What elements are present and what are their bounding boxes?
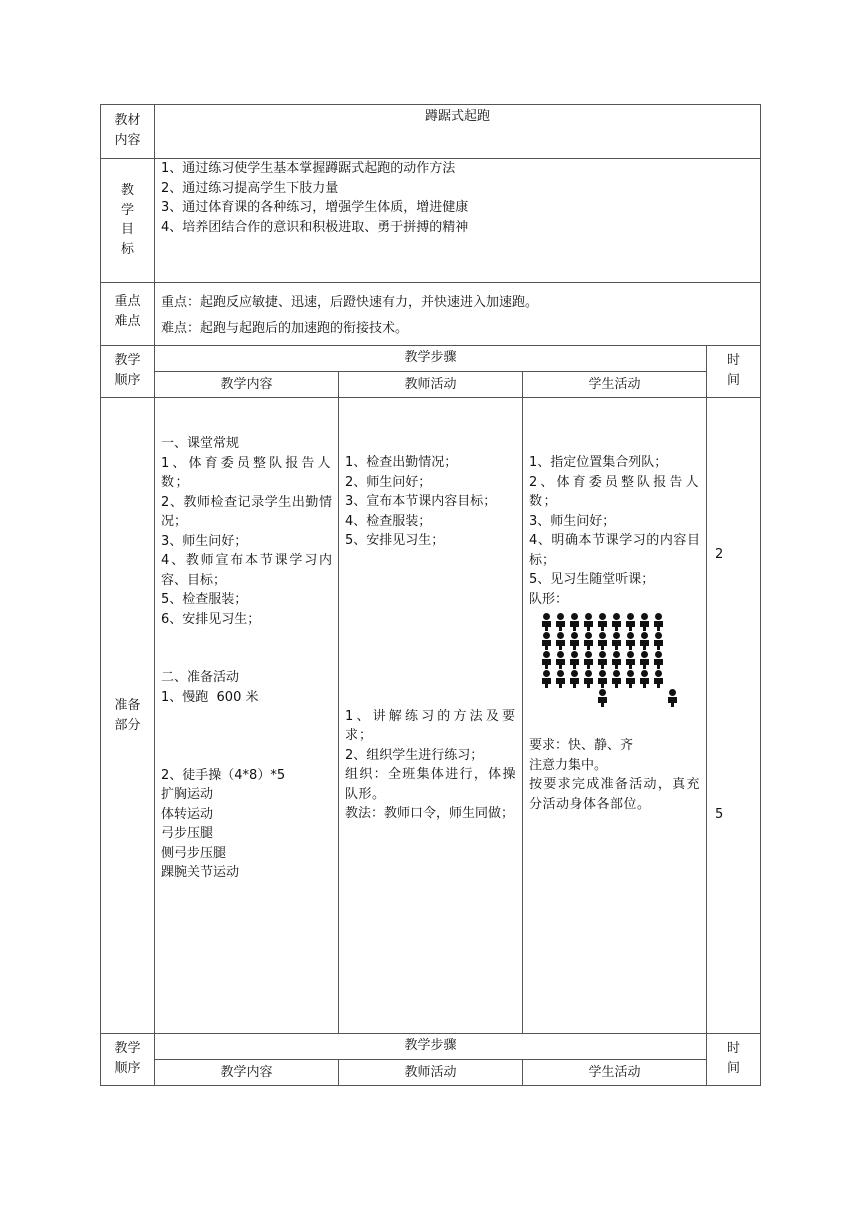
- prep-content: 一、课堂常规 1、体育委员整队报告人数； 2、教师检查记录学生出勤情况； 3、师生问好； 4、教师宣布本节课学习内容、目标； 5、检查服装； 6、安排见习生； 二、准备活动 1、慢跑 600 米 2、徒手操（4*8）*5 扩胸运动 体转运动 弓步压腿 侧弓步压腿 踝腕关节运动: [155, 398, 339, 1034]
- student-figure-icon: [595, 613, 609, 632]
- goal-item: 3、通过体育课的各种练习，增强学生体质，增进健康: [161, 200, 469, 215]
- student-figure-icon: [637, 613, 651, 632]
- section-title: 二、准备活动: [161, 670, 240, 685]
- student-figure-icon: [567, 651, 581, 670]
- student-figure-icon: [553, 613, 567, 632]
- goal-item: 4、培养团结合作的意识和积极进取、勇于拼搏的精神: [161, 219, 469, 235]
- student-figure-icon: [595, 689, 609, 708]
- student-figure-icon: [609, 670, 623, 689]
- student-figure-icon: [651, 651, 665, 670]
- time-label: 时 间: [707, 346, 761, 398]
- student-figure-icon: [609, 632, 623, 651]
- student-figure-icon: [651, 613, 665, 632]
- student-figure-icon: [609, 613, 623, 632]
- student-figure-icon: [637, 632, 651, 651]
- student-figure-icon: [553, 670, 567, 689]
- order-label-2: 教学 顺序: [101, 1034, 155, 1086]
- col-content-header-2: 教学内容: [155, 1060, 339, 1086]
- time-value: 2: [715, 547, 724, 562]
- goal-item: 1、通过练习使学生基本掌握蹲踞式起跑的动作方法: [161, 161, 456, 176]
- material-label: 教材 内容: [101, 105, 155, 159]
- student-figure-icon: [553, 651, 567, 670]
- student-figure-icon: [581, 632, 595, 651]
- row-prep: [101, 398, 761, 1034]
- student-figure-icon: [623, 670, 637, 689]
- goals-list: [155, 159, 761, 283]
- goal-item: 2、通过练习提高学生下肢力量: [161, 180, 339, 196]
- prep-label: 准备 部分: [101, 398, 155, 1034]
- student-figure-icon: [651, 632, 665, 651]
- goals-label: 教 学 目 标: [101, 159, 155, 283]
- material-content: 蹲踞式起跑: [155, 105, 761, 159]
- student-figure-icon: [567, 613, 581, 632]
- columns-header-row-2: [101, 1060, 761, 1086]
- student-figure-icon: [637, 670, 651, 689]
- row-key-points: [101, 283, 761, 346]
- student-figure-icon: [623, 632, 637, 651]
- student-figure-icon: [595, 670, 609, 689]
- col-teacher-header-2: 教师活动: [339, 1060, 523, 1086]
- col-student-header-2: 学生活动: [523, 1060, 707, 1086]
- student-figure-icon: [539, 670, 553, 689]
- lesson-plan-table: [100, 104, 761, 1086]
- student-figure-icon: [609, 651, 623, 670]
- prep-student: 1、指定位置集合列队； 2、体育委员整队报告人数； 3、师生问好； 4、明确本节课学习的内容目标； 5、见习生随堂听课； 队形： 要求：快、静、齐 注意力集中。 按要求完成准备活动，真充分活动身体各部位。: [523, 398, 707, 1034]
- formation-diagram: [539, 613, 700, 708]
- student-figure-icon: [595, 632, 609, 651]
- student-figure-icon: [595, 651, 609, 670]
- student-figure-icon: [567, 632, 581, 651]
- student-figure-icon: [539, 651, 553, 670]
- student-figure-icon: [637, 651, 651, 670]
- key-point: 重点：起跑反应敏捷、迅速，后蹬快速有力，并快速进入加速跑。: [161, 295, 539, 310]
- student-figure-icon: [539, 632, 553, 651]
- section-title: 一、课堂常规: [161, 436, 240, 451]
- key-label: 重点 难点: [101, 283, 155, 346]
- student-figure-icon: [623, 613, 637, 632]
- key-content: [155, 283, 761, 346]
- prep-teacher: 1、检查出勤情况； 2、师生问好； 3、宣布本节课内容目标； 4、检查服装； 5、安排见习生； 1、讲解练习的方法及要求； 2、组织学生进行练习； 组织：全班集体进行，体操队形。 教法：教师口令，师生同做；: [339, 398, 523, 1034]
- row-material: [101, 105, 761, 159]
- student-figure-icon: [665, 689, 679, 708]
- row-goals: [101, 159, 761, 283]
- time-label-2: 时 间: [707, 1034, 761, 1086]
- steps-header-row: [101, 346, 761, 372]
- steps-label: 教学步骤: [155, 346, 707, 372]
- steps-label-2: 教学步骤: [155, 1034, 707, 1060]
- student-figure-icon: [581, 613, 595, 632]
- student-figure-icon: [623, 651, 637, 670]
- student-figure-icon: [581, 651, 595, 670]
- col-student-header: 学生活动: [523, 372, 707, 398]
- difficult-point: 难点：起跑与起跑后的加速跑的衔接技术。: [161, 321, 409, 336]
- student-figure-icon: [581, 670, 595, 689]
- student-figure-icon: [539, 613, 553, 632]
- prep-time: [707, 398, 761, 1034]
- student-figure-icon: [553, 632, 567, 651]
- order-label: 教学 顺序: [101, 346, 155, 398]
- steps-header-row-2: [101, 1034, 761, 1060]
- columns-header-row: [101, 372, 761, 398]
- student-figure-icon: [567, 670, 581, 689]
- col-teacher-header: 教师活动: [339, 372, 523, 398]
- time-value: 5: [715, 807, 724, 822]
- student-figure-icon: [651, 670, 665, 689]
- col-content-header: 教学内容: [155, 372, 339, 398]
